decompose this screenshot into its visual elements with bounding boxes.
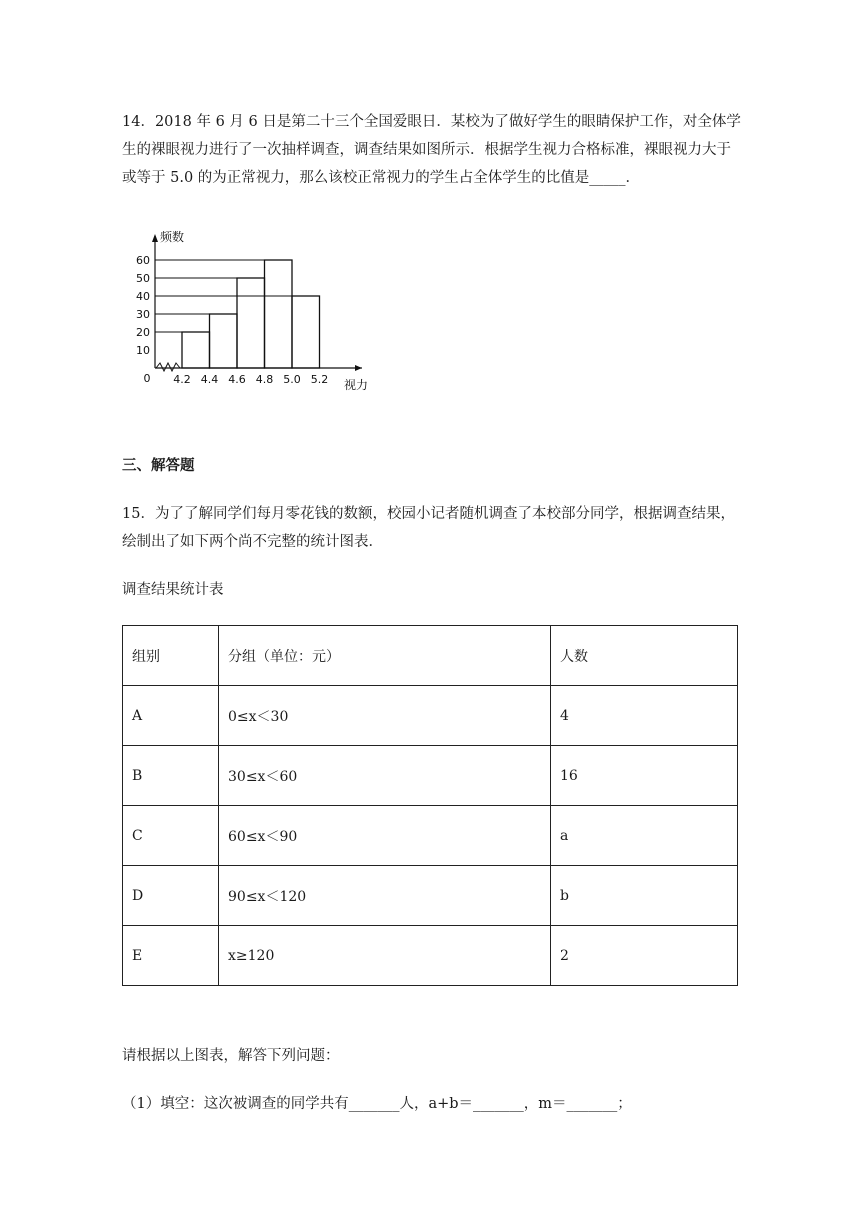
question-prompt: 请根据以上图表，解答下列问题： [122,1048,340,1064]
origin-label: 0 [143,372,151,385]
survey-result-table [122,625,738,986]
y-tick-label: 30 [136,308,150,321]
cell-count: a [551,806,738,866]
cell-count: 2 [551,926,738,986]
y-tick-label: 60 [136,254,150,267]
y-tick-label: 40 [136,290,150,303]
y-axis-arrow [152,234,158,242]
histogram-bar [237,278,265,368]
histogram-bar [292,296,320,368]
y-axis-title: 频数 [160,230,185,244]
x-tick-label: 4.4 [200,373,219,386]
y-tick-label: 20 [136,326,150,339]
cell-range: 0≤x＜30 [219,686,551,746]
cell-range: x≥120 [219,926,551,986]
y-tick-label: 10 [136,344,150,357]
table-caption: 调查结果统计表 [122,582,224,598]
x-tick-label: 4.6 [228,373,246,386]
table-row [123,806,738,866]
cell-range: 90≤x＜120 [219,866,551,926]
cell-group: D [123,866,219,926]
table-header-row [123,626,738,686]
x-tick-label: 4.8 [255,373,274,386]
cell-range: 30≤x＜60 [219,746,551,806]
cell-count: 16 [551,746,738,806]
cell-group: C [123,806,219,866]
table-row [123,686,738,746]
table-row [123,926,738,986]
cell-group: E [123,926,219,986]
x-tick-label: 5.2 [310,373,329,386]
cell-count: 4 [551,686,738,746]
x-axis-title: 视力 [344,378,369,392]
cell-count: b [551,866,738,926]
question-part-1: （1）填空：这次被调查的同学共有_______人，a+b＝_______，m＝_______； [122,1096,632,1112]
histogram-axes [152,234,362,371]
question-15-text: 15．为了了解同学们每月零花钱的数额，校园小记者随机调查了本校部分同学，根据调查结果，绘制出了如下两个尚不完整的统计图表． [122,506,735,550]
table-row [123,746,738,806]
cell-range: 60≤x＜90 [219,806,551,866]
vision-histogram [130,228,380,398]
table-row [123,866,738,926]
header-range: 分组（单位：元） [219,626,551,686]
question-14-text: 14．2018 年 6 月 6 日是第二十三个全国爱眼日．某校为了做好学生的眼睛保护工作，对全体学生的裸眼视力进行了一次抽样调查，调查结果如图所示．根据学生视力合格标准，裸眼视力大于或等于 5.0 的为正常视力，那么该校正常视力的学生占全体学生的比值是_____． [122,114,741,186]
cell-group: A [123,686,219,746]
axis-break-zigzag [156,363,180,371]
header-count: 人数 [551,626,738,686]
section-title: 三、解答题 [122,458,195,474]
histogram-bar [210,314,238,368]
histogram-bar [265,260,293,368]
header-group: 组别 [123,626,219,686]
cell-group: B [123,746,219,806]
y-tick-label: 50 [136,272,150,285]
x-tick-label: 4.2 [173,373,191,386]
x-axis-arrow [355,365,362,371]
histogram-guide-lines [155,260,292,332]
x-tick-label: 5.0 [283,373,301,386]
histogram-bar [182,332,210,368]
